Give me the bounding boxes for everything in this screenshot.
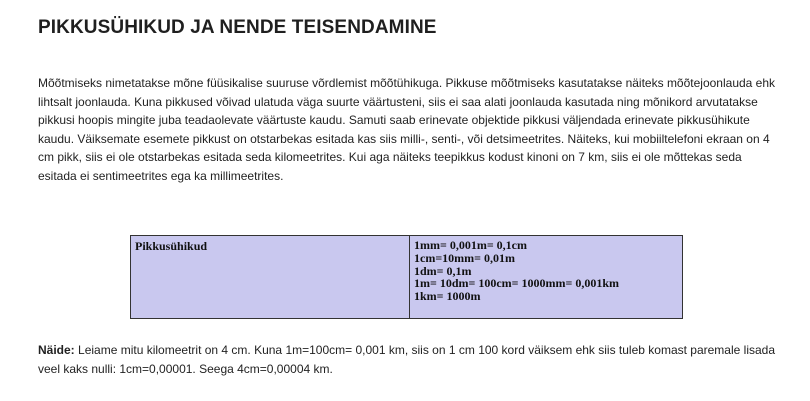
conversion-cm: 1cm=10mm= 0,01m <box>414 250 515 265</box>
conversion-mm: 1mm= 0,001m= 0,1cm <box>414 238 527 252</box>
example-label: Näide: <box>38 343 75 357</box>
length-units-table <box>130 235 683 319</box>
conversions-cell <box>410 236 683 319</box>
intro-paragraph: Mõõtmiseks nimetatakse mõne füüsikalise suuruse võrdlemist mõõtühikuga. Pikkuse mõõtmiseks kasutatakse näiteks mõõtejoonlauda ehk lihtsalt joonlauda. Kuna pikkused võivad ulatuda väga suurte väärtusteni, siis ei saa alati joonlauda kasutada ning mõnikord arvutatakse pikkusi hoopis mingite juba teadaolevate väärtuste kaudu. Samuti saab erinevate objektide pikkusi väljendada erinevate pikkusühikute kaudu. Väiksemate esemete pikkust on otstarbekas esitada kas siis milli-, senti-, või detsimeetrites. Näiteks, kui mobiiltelefoni ekraan on 4 cm pikk, siis ei ole otstarbekas esitada seda kilomeetrites. Kui aga näiteks teepikkus kodust kinoni on 7 km, siis ei ole mõttekas seda esitada ei sentimeetrites ega ka millimeetrites. <box>38 76 776 183</box>
table-header-cell: Pikkusühikud <box>131 236 410 319</box>
table-row <box>131 236 683 319</box>
example-text: Leiame mitu kilomeetrit on 4 cm. Kuna 1m=100cm= 0,001 km, siis on 1 cm 100 kord väiksem ehk siis tuleb komast paremale lisada veel kaks nulli: 1cm=0,00001. Seega 4cm=0,00004 km. <box>38 343 775 376</box>
example-paragraph <box>38 341 783 378</box>
conversion-m: 1m= 10dm= 100cm= 1000mm= 0,001km <box>414 276 620 291</box>
conversion-dm: 1dm= 0,1m <box>414 263 472 278</box>
page-title: PIKKUSÜHIKUD JA NENDE TEISENDAMINE <box>38 17 437 38</box>
conversion-km: 1km= 1000m <box>414 289 481 304</box>
